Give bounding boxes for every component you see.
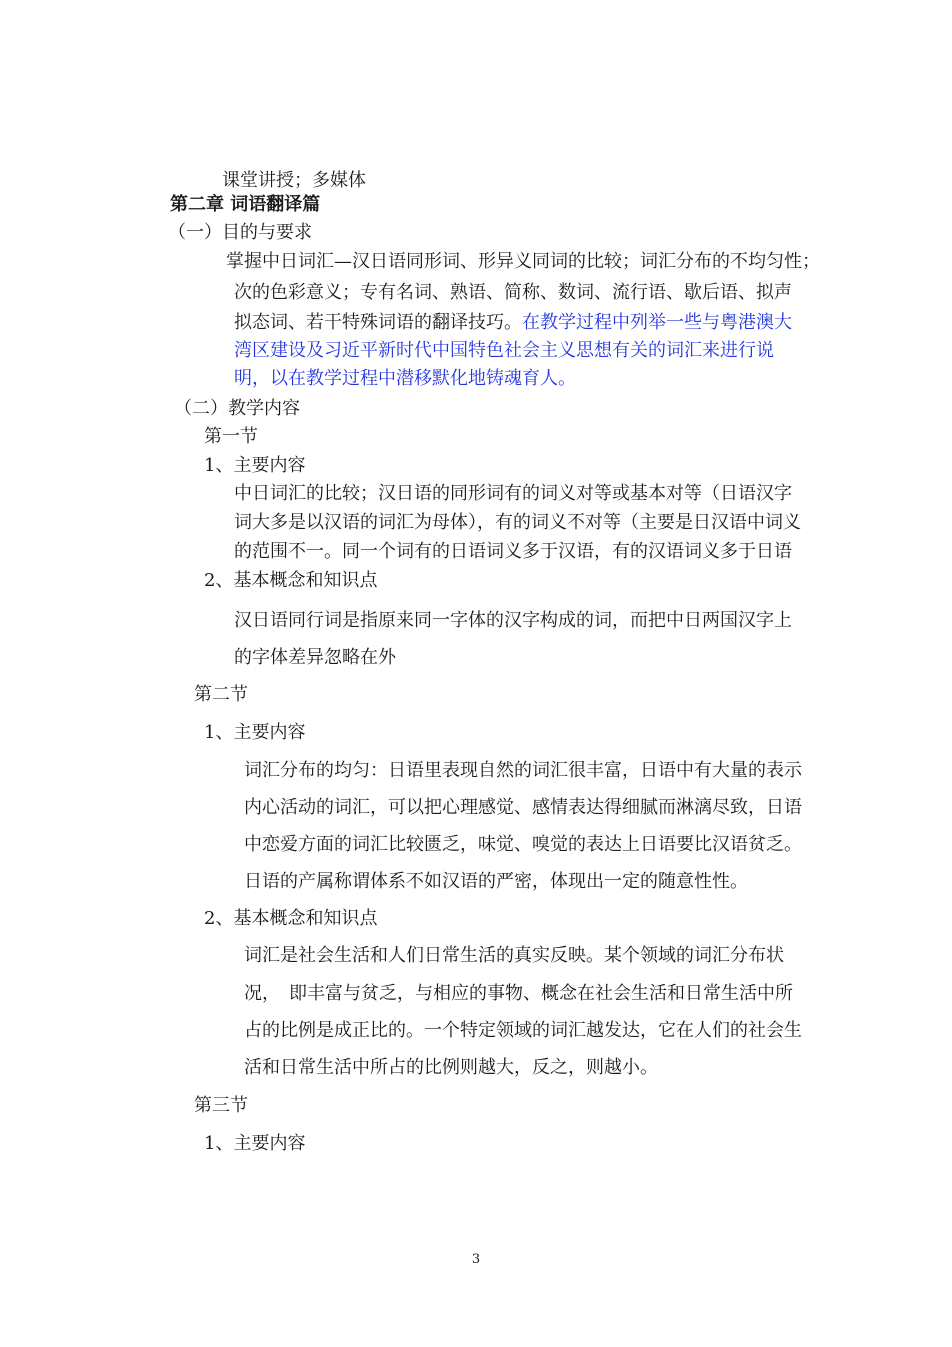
goals-paragraph-line: 次的色彩意义；专有名词、熟语、简称、数词、流行语、歇后语、拟声 — [234, 282, 792, 303]
item-concepts-heading: 2、基本概念和知识点 — [204, 908, 378, 929]
item-concepts-heading: 2、基本概念和知识点 — [204, 570, 378, 591]
chapter-title: 第二章 词语翻译篇 — [170, 194, 321, 215]
subsection-2-heading: 第二节 — [194, 684, 248, 705]
goals-text-blue: 在教学过程中列举一些与粤港澳大 — [522, 312, 792, 333]
paragraph-line: 日语的产属称谓体系不如汉语的严密，体现出一定的随意性性。 — [244, 871, 748, 892]
section-heading-content: （二）教学内容 — [174, 398, 300, 419]
paragraph-line: 内心活动的词汇，可以把心理感觉、感情表达得细腻而淋漓尽致，日语 — [244, 797, 802, 818]
goals-paragraph-line-blue: 明，以在教学过程中潜移默化地铸魂育人。 — [234, 368, 576, 389]
item-main-content-heading: 1、主要内容 — [204, 455, 306, 476]
teaching-method-line: 课堂讲授；多媒体 — [222, 170, 366, 191]
section-heading-goals: （一）目的与要求 — [168, 222, 312, 243]
paragraph-line: 词汇分布的均匀：日语里表现自然的词汇很丰富，日语中有大量的表示 — [244, 760, 802, 781]
paragraph-line: 词大多是以汉语的词汇为母体），有的词义不对等（主要是日汉语中词义 — [234, 512, 801, 533]
subsection-1-heading: 第一节 — [204, 426, 258, 447]
item-main-content-heading: 1、主要内容 — [204, 1133, 306, 1154]
goals-paragraph-line: 掌握中日词汇—汉日语同形词、形异义同词的比较；词汇分布的不均匀性； — [226, 251, 820, 272]
paragraph-line: 词汇是社会生活和人们日常生活的真实反映。某个领域的词汇分布状 — [244, 945, 784, 966]
subsection-3-heading: 第三节 — [194, 1095, 248, 1116]
goals-paragraph-line — [234, 311, 792, 335]
paragraph-line: 中日词汇的比较；汉日语的同形词有的词义对等或基本对等（日语汉字 — [234, 483, 792, 504]
paragraph-line: 占的比例是成正比的。一个特定领域的词汇越发达，它在人们的社会生 — [244, 1020, 802, 1041]
paragraph-line: 的范围不一。同一个词有的日语词义多于汉语，有的汉语词义多于日语 — [234, 541, 792, 562]
goals-paragraph-line-blue: 湾区建设及习近平新时代中国特色社会主义思想有关的词汇来进行说 — [234, 340, 774, 361]
paragraph-line: 活和日常生活中所占的比例则越大，反之，则越小。 — [244, 1057, 658, 1078]
paragraph-line: 中恋爱方面的词汇比较匮乏，味觉、嗅觉的表达上日语要比汉语贫乏。 — [244, 834, 802, 855]
paragraph-line: 的字体差异忽略在外 — [234, 647, 396, 668]
paragraph-line: 况， 即丰富与贫乏，与相应的事物、概念在社会生活和日常生活中所 — [244, 983, 793, 1004]
goals-text-black: 拟态词、若干特殊词语的翻译技巧。 — [234, 312, 522, 333]
item-main-content-heading: 1、主要内容 — [204, 722, 306, 743]
paragraph-line: 汉日语同行词是指原来同一字体的汉字构成的词，而把中日两国汉字上 — [234, 610, 792, 631]
page-number: 3 — [471, 1252, 481, 1267]
